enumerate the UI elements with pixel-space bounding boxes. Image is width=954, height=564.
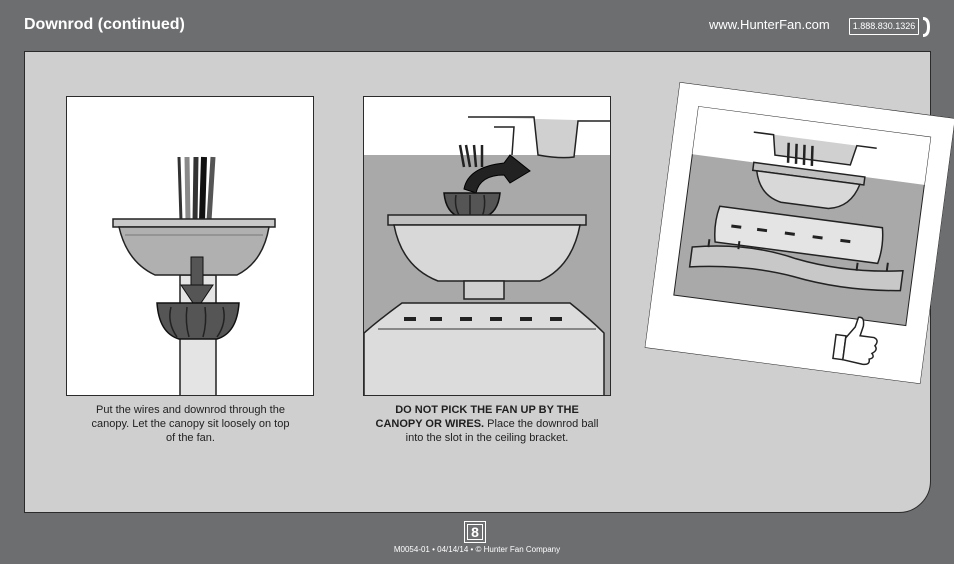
page-number-box (464, 521, 486, 543)
footer-text: M0054-01 • 04/14/14 • © Hunter Fan Company (393, 545, 561, 554)
page-title: Downrod (continued) (24, 16, 185, 33)
step2-caption-text: Place the downrod ball into the slot in the ceiling bracket. (405, 418, 599, 444)
completed-assembly-photo (645, 82, 954, 384)
step2-warning-text: DO NOT PICK THE FAN UP BY THE CANOPY OR WIRES. (375, 404, 579, 430)
step1-caption-text: Put the wires and downrod through the canopy. Let the canopy sit loosely on top of the fan. (91, 404, 290, 444)
phone-number: 1.888.830.1326 (849, 18, 919, 35)
step2-caption (375, 403, 599, 445)
page-number: 8 (471, 524, 479, 540)
step1-illustration (66, 96, 314, 396)
step2-illustration (363, 96, 611, 396)
step1-caption (88, 403, 293, 445)
phone-handset-icon (920, 15, 932, 39)
website-link[interactable]: www.HunterFan.com (709, 17, 830, 32)
